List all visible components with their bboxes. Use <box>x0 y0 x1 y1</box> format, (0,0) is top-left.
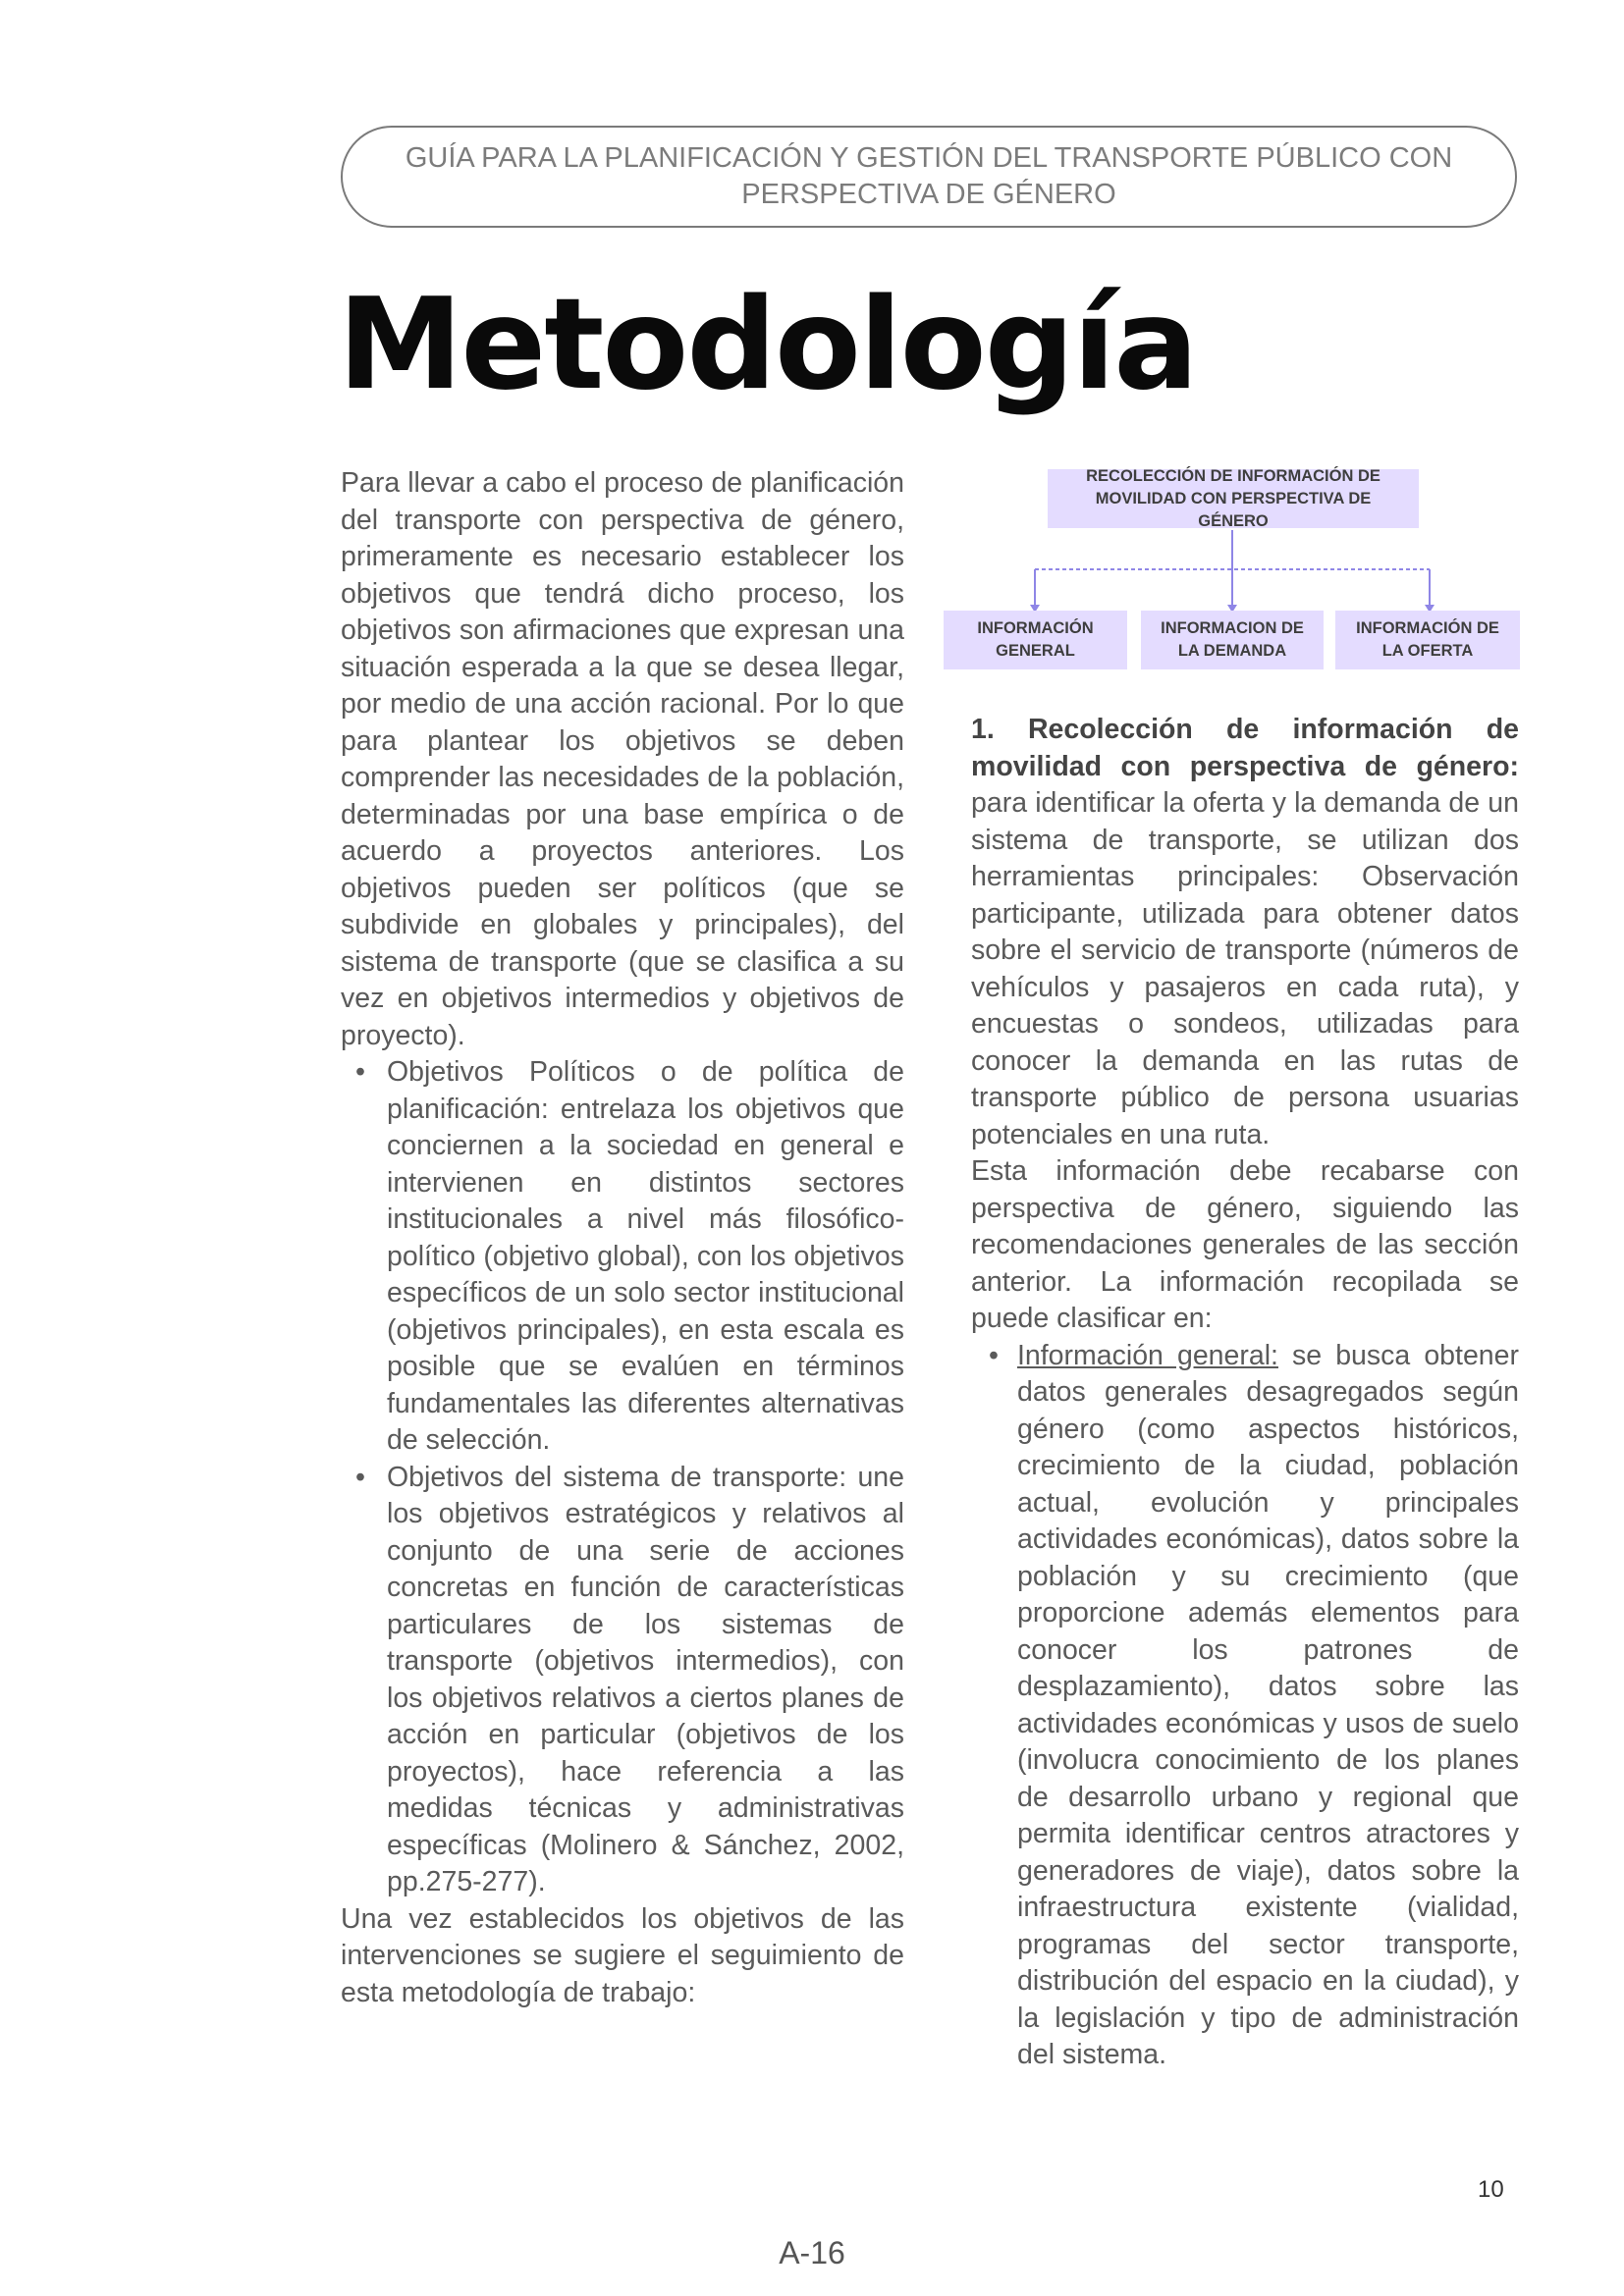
section-paragraph-2: Esta información debe recabarse con perspectiva de género, siguiendo las recomendaciones generales de las sección anterior. La información recopilada se puede clasificar en: <box>971 1155 1519 1334</box>
diagram-box-demand: INFORMACION DE LA DEMANDA <box>1141 611 1324 669</box>
header-line-1: GUÍA PARA LA PLANIFICACIÓN Y GESTIÓN DEL TRANSPORTE PÚBLICO CON <box>405 142 1453 174</box>
left-column <box>341 465 904 2011</box>
bullet-label: Información general: <box>1017 1339 1278 1371</box>
page-title: Metodología <box>338 272 1197 418</box>
list-item <box>971 1338 1519 2074</box>
bullet-text: se busca obtener datos generales desagregados según género (como aspectos históricos, crecimiento de la ciudad, población actual, evolución y principales actividades económicas), datos sobre la población y su crecimiento (que proporcione además elementos para conocer los patrones de desplazamiento), datos sobre las actividades económicas y usos de suelo (involucra conocimiento de los planes de desarrollo urbano y regional que permita identificar centros atractores y generadores de viaje), datos sobre la infraestructura existente (vialidad, programas del sector transporte, distribución del espacio en la ciudad), y la legislación y tipo de administración del sistema. <box>1017 1339 1519 2070</box>
document-header <box>341 126 1517 228</box>
closing-paragraph: Una vez establecidos los objetivos de las intervenciones se sugiere el seguimiento de esta metodología de trabajo: <box>341 1902 904 2008</box>
section-heading: 1. Recolección de información de movilidad con perspectiva de género: <box>971 714 1519 782</box>
header-line-2: PERSPECTIVA DE GÉNERO <box>741 179 1116 210</box>
objectives-list <box>341 1054 904 1901</box>
right-column <box>971 712 1519 2074</box>
page-code: A-16 <box>779 2235 845 2270</box>
intro-paragraph: Para llevar a cabo el proceso de planificación del transporte con perspectiva de género, primeramente es necesario establecer los objetivos que tendrá dicho proceso, los objetivos son afirmaciones que expresan una situación esperada a la que se desea llegar, por medio de una acción racional. Por lo que para plantear los objetivos se deben comprender las necesidades de la población, determinadas por una base empírica o de acuerdo a proyectos anteriores. Los objetivos pueden ser políticos (que se subdivide en globales y principales), del sistema de transporte (que se clasifica a su vez en objetivos intermedios y objetivos de proyecto). <box>341 467 904 1051</box>
diagram-box-offer: INFORMACIÓN DE LA OFERTA <box>1335 611 1520 669</box>
methodology-diagram <box>943 466 1522 675</box>
information-list <box>971 1338 1519 2074</box>
diagram-box-top: RECOLECCIÓN DE INFORMACIÓN DE MOVILIDAD CON PERSPECTIVA DE GÉNERO <box>1048 469 1419 528</box>
page-number: 10 <box>1478 2176 1504 2203</box>
section-paragraph-1: para identificar la oferta y la demanda de un sistema de transporte, se utilizan dos herramientas principales: Observación participante, utilizada para obtener datos sobre el servicio de transporte (números de vehículos y pasajeros en cada ruta), y encuestas o sondeos, utilizadas para conocer la demanda en las rutas de transporte público de persona usuarias potenciales en una ruta. <box>971 787 1519 1150</box>
list-item: • Objetivos Políticos o de política de planificación: entrelaza los objetivos que conciernen a la sociedad en general e intervienen en distintos sectores institucionales a nivel más filosófico-político (objetivo global), con los objetivos específicos de un solo sector institucional (objetivos principales), en esta escala es posible que se evalúen en términos fundamentales las diferentes alternativas de selección. <box>341 1054 904 1460</box>
diagram-box-general: INFORMACIÓN GENERAL <box>944 611 1127 669</box>
list-item: • Objetivos del sistema de transporte: une los objetivos estratégicos y relativos al conjunto de una serie de acciones concretas en función de características particulares de los sistemas de transporte (objetivos intermedios), con los objetivos relativos a ciertos planes de acción en particular (objetivos de los proyectos), hace referencia a las medidas técnicas y administrativas específicas (Molinero & Sánchez, 2002, pp.275-277). <box>341 1460 904 1901</box>
